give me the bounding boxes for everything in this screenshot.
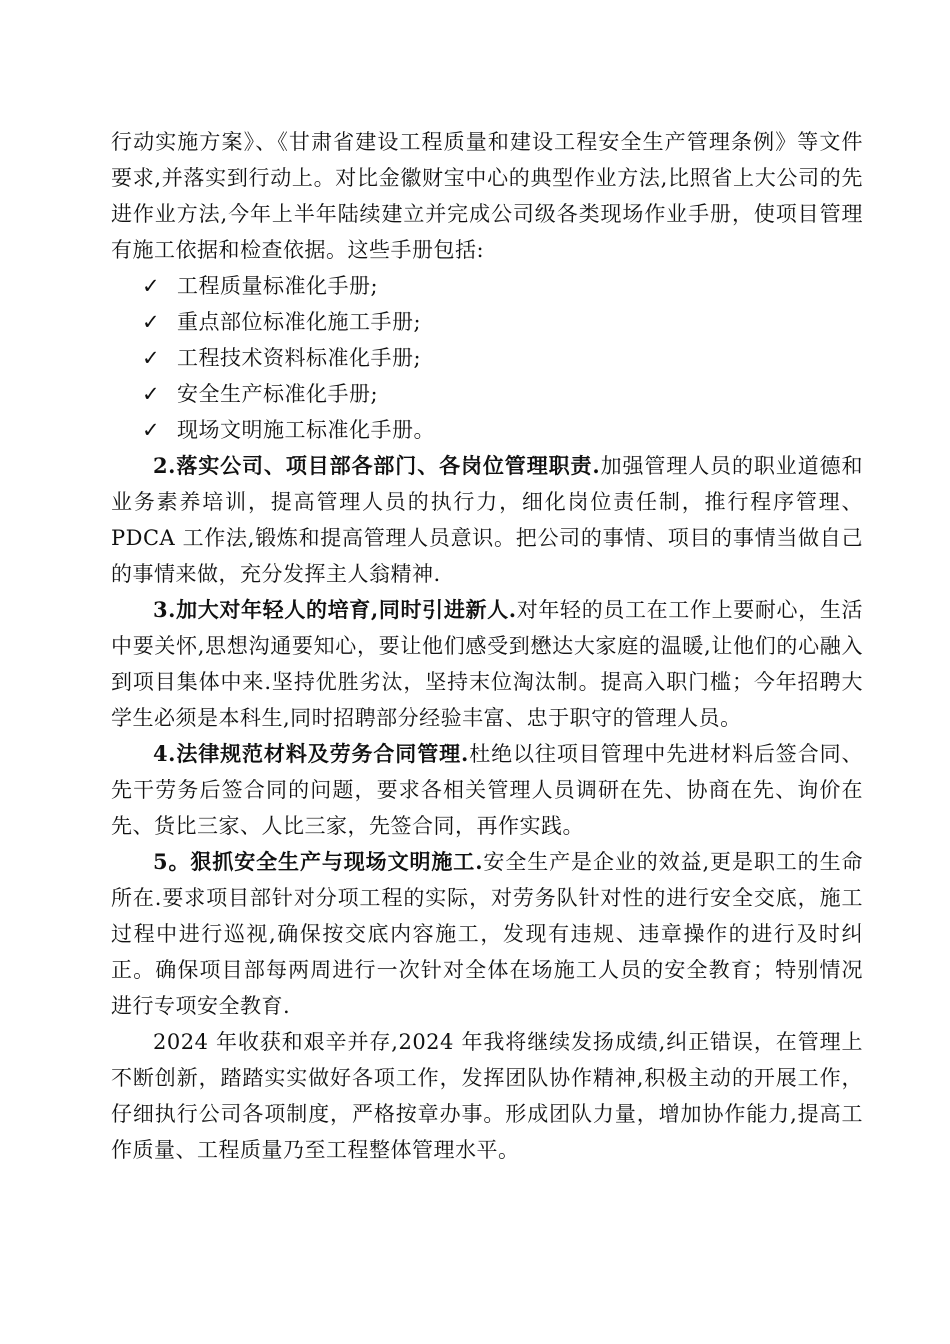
intro-paragraph: 行动实施方案》、《甘肃省建设工程质量和建设工程安全生产管理条例》等文件要求,并落实到行动上。对比金徽财宝中心的典型作业方法,比照省上大公司的先进作业方法,今年上半年陆续建立并完成公司级各类现场作业手册，使项目管理有施工依据和检查依据。这些手册包括: (111, 130, 863, 262)
check-icon: ✓ (141, 346, 161, 370)
list-item (111, 412, 863, 448)
list-item-text: 安全生产标准化手册; (177, 382, 379, 406)
section-paragraph-5 (111, 844, 863, 1024)
section-body: 安全生产是企业的效益,更是职工的生命所在.要求项目部针对分项工程的实际，对劳务队针对性的进行安全交底，施工过程中进行巡视,确保按交底内容施工，发现有违规、违章操作的进行及时纠正。确保项目部每两周进行一次针对全体在场施工人员的安全教育；特别情况进行专项安全教育. (111, 850, 863, 1018)
list-item (111, 268, 863, 304)
list-item-text: 工程技术资料标准化手册; (177, 346, 422, 370)
manual-checklist (111, 268, 863, 448)
section-paragraph-3 (111, 592, 863, 736)
check-icon: ✓ (141, 418, 161, 442)
list-item (111, 340, 863, 376)
closing-paragraph: 2024 年收获和艰辛并存,2024 年我将继续发扬成绩,纠正错误，在管理上不断创新，踏踏实实做好各项工作，发挥团队协作精神,积极主动的开展工作，仔细执行公司各项制度，严格按章办事。形成团队力量，增加协作能力,提高工作质量、工程质量乃至工程整体管理水平。 (111, 1030, 863, 1162)
section-heading: 5。狠抓安全生产与现场文明施工. (153, 849, 484, 874)
section-paragraph-4 (111, 736, 863, 844)
list-item-text: 重点部位标准化施工手册; (177, 310, 422, 334)
section-heading: 3.加大对年轻人的培育,同时引进新人. (153, 597, 517, 622)
list-item-text: 工程质量标准化手册; (177, 274, 379, 298)
list-item (111, 304, 863, 340)
section-heading: 2.落实公司、项目部各部门、各岗位管理职责. (153, 453, 601, 478)
section-body: 对年轻的员工在工作上要耐心，生活中要关怀,思想沟通要知心，要让他们感受到懋达大家庭的温暖,让他们的心融入到项目集体中来.坚持优胜劣汰，坚持末位淘汰制。提高入职门槛；今年招聘大学生必须是本科生,同时招聘部分经验丰富、忠于职守的管理人员。 (111, 598, 864, 730)
check-icon: ✓ (141, 274, 161, 298)
section-body: 加强管理人员的职业道德和业务素养培训，提高管理人员的执行力，细化岗位责任制，推行程序管理、PDCA 工作法,锻炼和提高管理人员意识。把公司的事情、项目的事情当做自己的事情来做，充分发挥主人翁精神. (111, 454, 864, 586)
list-item (111, 376, 863, 412)
check-icon: ✓ (141, 382, 161, 406)
document-page (111, 124, 863, 1168)
list-item-text: 现场文明施工标准化手册。 (177, 418, 435, 442)
section-heading: 4.法律规范材料及劳务合同管理. (153, 741, 469, 766)
check-icon: ✓ (141, 310, 161, 334)
section-body: 杜绝以往项目管理中先进材料后签合同、先干劳务后签合同的问题，要求各相关管理人员调研在先、协商在先、询价在先、货比三家、人比三家，先签合同，再作实践。 (111, 742, 864, 838)
section-paragraph-2 (111, 448, 863, 592)
